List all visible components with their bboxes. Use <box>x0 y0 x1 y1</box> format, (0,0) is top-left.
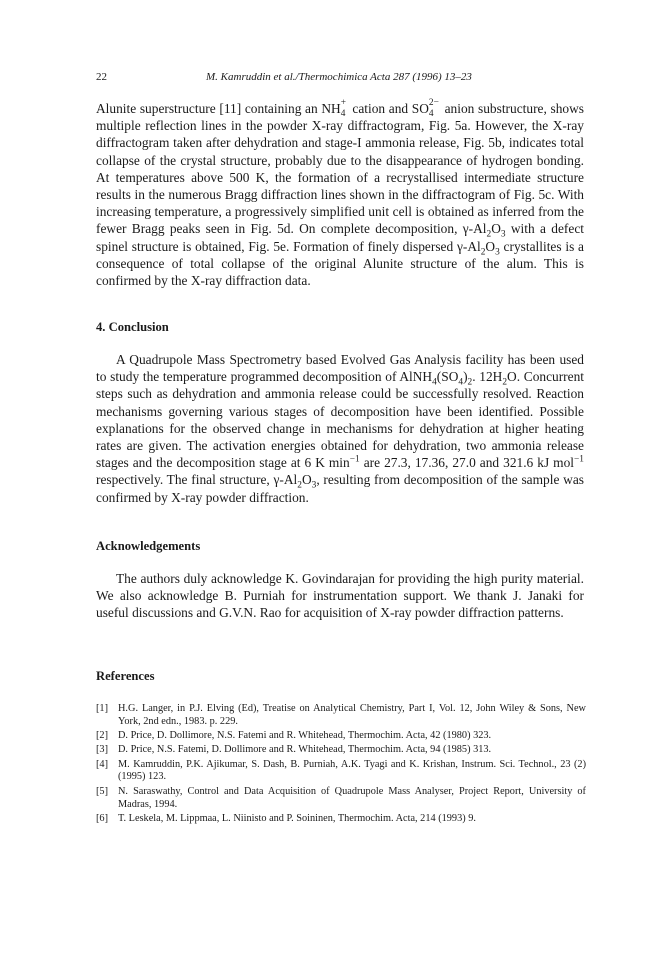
subscript: 4 <box>428 109 434 119</box>
subscript: 2 <box>467 377 473 388</box>
nh4-charge <box>340 98 349 119</box>
reference-number: [2] <box>96 730 109 742</box>
running-title: M. Kamruddin et al./Thermochimica Acta 287 (1996) 13–23 <box>206 71 472 83</box>
text-span: Alunite superstructure [11] containing an NH <box>96 101 341 116</box>
reference-item <box>96 759 586 785</box>
results-paragraph <box>96 100 584 289</box>
subscript: 4 <box>340 109 346 119</box>
reference-item <box>96 744 586 757</box>
reference-number: [1] <box>96 703 109 714</box>
text-span: crystallites is a consequence of total collapse of the original Alunite structure of the alum. This is confirmed by the X-ray diffraction data. <box>96 238 584 289</box>
reference-number: [3] <box>96 744 109 756</box>
superscript: −1 <box>574 454 584 465</box>
paragraph-text: The authors duly acknowledge K. Govindarajan for providing the high purity material. We also acknowledge B. Purniah for instrumentation support. We thank J. Janaki for useful discussions and G.V.N. Rao for acquisition of X-ray powder diffraction patterns. <box>96 571 584 621</box>
reference-item <box>96 786 586 812</box>
text-span: O <box>485 238 496 254</box>
conclusion-paragraph <box>96 351 584 506</box>
text-span: anion substructure, shows multiple reflection lines in the powder X-ray diffractogram, Fig. 5a. However, the X-ray diffractogram taken after dehydration and stage-I ammonia release, Fig. 5b, indicates total collapse of the crystal structure, probably due to the disappearance of hydrogen bonding. At temperatures above 500 K, the formation of a recrystallised intermediate structure results in the numerous Bragg diffraction lines shown in the diffractogram of Fig. 5c. With increasing temperature, a progressively simplified unit cell is obtained as inferred from the fewer Bragg peaks seen in Fig. 5d. On complete decomposition, γ-Al <box>96 101 584 237</box>
reference-list <box>96 703 586 827</box>
text-span: with a defect spinel structure is obtained, Fig. 5e. Formation of finely dispersed γ-Al <box>96 221 584 254</box>
subscript: 2 <box>297 481 302 492</box>
reference-text: N. Saraswathy, Control and Data Acquisition of Quadrupole Mass Analyser, Project Report, University of Madras, 1994. <box>118 785 586 810</box>
subscript: 3 <box>495 247 500 258</box>
text-span: A Quadrupole Mass Spectrometry based Evolved Gas Analysis facility has been used to study the temperature programmed decomposition of AlNH <box>96 352 584 385</box>
acknowledgements-paragraph <box>96 570 584 622</box>
text-span: , resulting from decomposition of the sample was confirmed by X-ray powder diffraction. <box>96 472 584 505</box>
text-span: (SO <box>436 369 459 385</box>
text-span: . 12H <box>472 369 503 385</box>
reference-text: D. Price, D. Dollimore, N.S. Fatemi and R. Whitehead, Thermochim. Acta, 42 (1980) 323. <box>118 730 492 742</box>
text-span: are 27.3, 17.36, 27.0 and 321.6 kJ mol <box>359 455 575 471</box>
section-heading-conclusion: 4. Conclusion <box>96 320 169 334</box>
text-span: ) <box>463 369 468 385</box>
text-span: cation and SO <box>348 101 429 116</box>
reference-number: [5] <box>96 785 109 797</box>
reference-item <box>96 703 586 729</box>
subscript: 3 <box>311 481 317 492</box>
reference-text: D. Price, N.S. Fatemi, D. Dollimore and R. Whitehead, Thermochim. Acta, 94 (1985) 313. <box>118 744 492 756</box>
superscript: + <box>340 98 347 108</box>
text-span: O. Concurrent steps such as dehydration and ammonia release could be successfully resolved. Reaction mechanisms governing various stages of decomposition have been identified. Possible explanations for the observed change in mechanisms for dehydration at higher heating rates are given. The activation energies obtained for dehydration, two ammonia release stages and the decomposition stage at 6 K min <box>96 369 584 471</box>
subscript: 2 <box>502 377 508 388</box>
reference-item <box>96 730 586 743</box>
reference-text: M. Kamruddin, P.K. Ajikumar, S. Dash, B. Purniah, A.K. Tyagi and K. Krishan, Instrum. Sci. Technol., 23 (2) (1995) 123. <box>118 758 586 783</box>
paragraph-text <box>96 351 584 506</box>
reference-number: [4] <box>96 758 109 770</box>
so4-charge <box>428 98 441 119</box>
subscript: 3 <box>500 230 506 241</box>
text-span: O <box>301 472 312 488</box>
reference-text: H.G. Langer, in P.J. Elving (Ed), Treatise on Analytical Chemistry, Part I, Vol. 12, John Wiley & Sons, New York, 2nd edn., 1983. p. 229. <box>118 703 586 727</box>
section-heading-references: References <box>96 669 155 683</box>
reference-text: T. Leskela, M. Lippmaa, L. Niinisto and P. Soininen, Thermochim. Acta, 214 (1993) 9. <box>118 812 476 824</box>
text-span: respectively. The final structure, γ-Al <box>96 472 298 488</box>
subscript: 2 <box>486 230 492 241</box>
superscript: −1 <box>349 454 360 465</box>
page-number: 22 <box>96 71 107 83</box>
reference-number: [6] <box>96 812 109 824</box>
section-heading-acknowledgements: Acknowledgements <box>96 539 201 553</box>
text-span: O <box>491 221 501 237</box>
subscript: 4 <box>432 377 437 388</box>
paragraph-text <box>96 100 584 289</box>
superscript: 2− <box>428 98 439 108</box>
subscript: 4 <box>458 377 464 388</box>
subscript: 2 <box>480 247 486 258</box>
reference-item <box>96 813 586 826</box>
